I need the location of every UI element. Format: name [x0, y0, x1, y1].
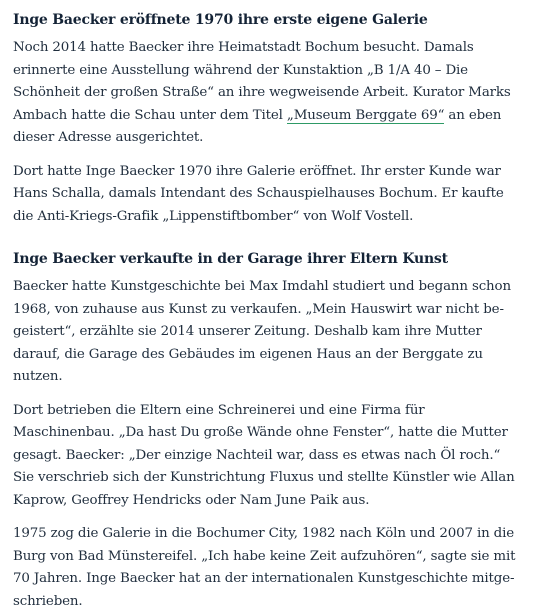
- paragraph-intro: [13, 37, 525, 150]
- paragraph-fluxus: Dort betrieben die Eltern eine Schreinerei und eine Firma für Maschinenbau. „Da hast Du große Wände ohne Fenster“, hatte die Mutter gesagt. Baecker: „Der einzige Nachteil war, dass es etwas nach Öl roch.“ Sie verschrieb sich der Kunstrichtung Fluxus und stellte Künstler wie Allan Kaprow, Geoffrey Hendricks oder Nam June Paik aus.: [13, 402, 515, 508]
- section-heading-garage: Inge Baecker verkaufte in der Garage ihrer Eltern Kunst: [13, 251, 448, 267]
- paragraph-studies: Baecker hatte Kunstgeschichte bei Max Imdahl studiert und begann schon 1968, von zuhause aus Kunst zu verkaufen. „Mein Hauswirt war nicht begeistert“, erzählte sie 2014 unserer Zeitung. Deshalb kam ihre Mutter darauf, die Garage des Gebäudes im eigenen Haus an der Berggate zu nutzen.: [13, 279, 511, 384]
- paragraph-text: Noch 2014 hatte Baecker ihre Heimatstadt Bochum besucht. Damals erinnerte eine Ausstellung während der Kunstaktion „B 1/A 40 – Die Schönheit der großen Straße“ an ihre wegweisende Arbeit. Kurator Marks Ambach hatte die Schau unter dem Titel: [13, 40, 511, 123]
- paragraph-text: an eben dieser Adresse ausgerichtet.: [13, 107, 502, 145]
- section-heading-gallery-opening: Inge Baecker eröffnete 1970 ihre erste eigene Galerie: [13, 12, 428, 28]
- paragraph-later-years: 1975 zog die Galerie in die Bochumer City, 1982 nach Köln und 2007 in die Burg von Bad Münstereifel. „Ich habe keine Zeit aufzuhören“, sagte sie mit 70 Jahren. Inge Baecker hat an der internationalen Kunstgeschichte mitgeschrieben.: [13, 526, 516, 609]
- museum-berggate-link[interactable]: „Museum Berggate 69“: [286, 107, 445, 123]
- paragraph-first-customer: Dort hatte Inge Baecker 1970 ihre Galerie eröffnet. Ihr erster Kunde war Hans Schalla, damals Intendant des Schauspielhauses Bochum. Er kaufte die Anti-Kriegs-Grafik „Lippenstiftbomber“ von Wolf Vostell.: [13, 163, 504, 224]
